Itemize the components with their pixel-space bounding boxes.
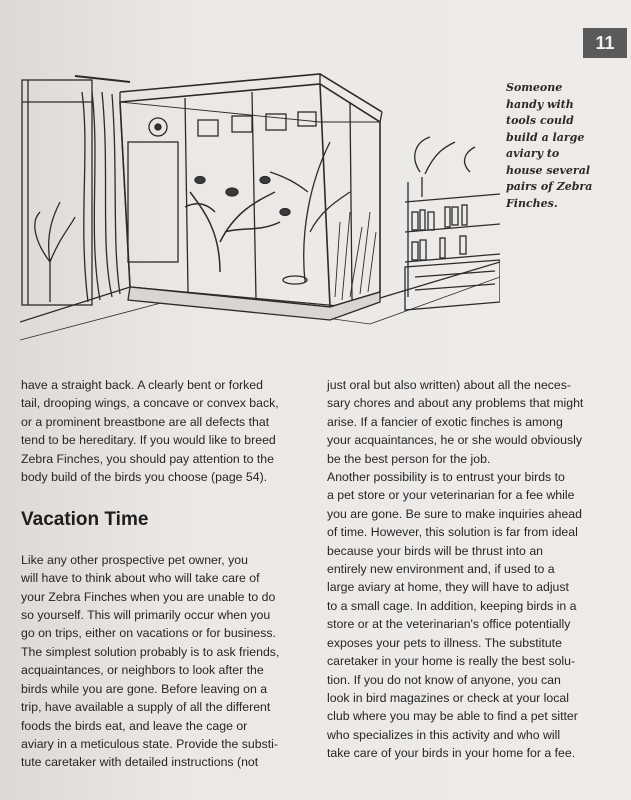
text-line: tail, drooping wings, a concave or convex back,	[21, 396, 279, 411]
text-line: foods the birds eat, and leave the cage or	[21, 718, 248, 733]
text-line: The simplest solution probably is to ask friends,	[21, 644, 280, 659]
text-line: be the best person for the job.	[327, 451, 491, 466]
caption-line: pairs of Zebra	[506, 180, 593, 193]
page-number: 11	[583, 28, 627, 58]
illustration-caption	[506, 80, 606, 212]
right-column	[327, 376, 617, 763]
text-line: go on trips, either on vacations or for business.	[21, 626, 276, 641]
text-line: tute caretaker with detailed instructions (not	[21, 755, 259, 770]
caption-line: aviary to	[506, 147, 560, 160]
text-line: entirely new environment and, if used to a	[327, 562, 555, 577]
text-line: tend to be hereditary. If you would like to breed	[21, 433, 276, 448]
caption-line: handy with	[506, 97, 574, 111]
left-column	[21, 376, 303, 772]
text-line: take care of your birds in your home for a fee.	[327, 746, 576, 761]
text-line: club where you may be able to find a pet sitter	[327, 709, 578, 724]
aviary-illustration	[20, 62, 500, 352]
text-line: trip, have available a supply of all the different	[21, 700, 271, 715]
text-line: body build of the birds you choose (page 54).	[21, 470, 268, 485]
text-line: to a small cage. In addition, keeping birds in a	[327, 598, 577, 613]
text-line: look in bird magazines or check at your local	[327, 690, 569, 705]
vacation-paragraph	[21, 532, 303, 771]
text-line: Like any other prospective pet owner, you	[21, 552, 248, 567]
text-line: who specializes in this activity and who will	[327, 727, 561, 742]
text-line: just oral but also written) about all the neces-	[327, 378, 572, 392]
text-line: aviary in a meticulous state. Provide the substi-	[21, 736, 278, 751]
text-line: you are gone. Be sure to make inquiries ahead	[327, 506, 582, 521]
text-line: your acquaintances, he or she would obviously	[327, 433, 582, 448]
caption-line: house several	[506, 163, 591, 177]
text-line: a pet store or your veterinarian for a fee while	[327, 488, 575, 503]
text-line: your Zebra Finches when you are unable to do	[21, 589, 276, 604]
text-line: so yourself. This will primarily occur when you	[21, 608, 271, 623]
text-line: birds while you are gone. Before leaving on a	[21, 681, 268, 696]
text-line: because your birds will be thrust into an	[327, 543, 543, 558]
caption-line: Finches.	[506, 196, 558, 210]
text-line: caretaker in your home is really the best solu-	[327, 654, 576, 669]
text-line: Zebra Finches, you should pay attention to the	[21, 451, 274, 466]
intro-paragraph	[21, 376, 303, 486]
text-line: large aviary at home, they will have to adjust	[327, 580, 569, 595]
section-heading: Vacation Time	[21, 509, 149, 531]
text-line: acquaintances, or neighbors to look after the	[21, 663, 264, 678]
text-line: Another possibility is to entrust your birds to	[327, 470, 565, 485]
caption-line: tools could	[506, 114, 574, 127]
text-line: sary chores and about any problems that might	[327, 396, 584, 411]
text-line: have a straight back. A clearly bent or forked	[21, 378, 263, 392]
text-line: or a prominent breastbone are all defects that	[21, 414, 270, 429]
text-line: exposes your pets to illness. The substitute	[327, 635, 562, 650]
text-line: of time. However, this solution is far from ideal	[327, 525, 578, 540]
text-line: tion. If you do not know of anyone, you can	[327, 672, 561, 687]
caption-line: Someone	[506, 81, 563, 94]
text-line: will have to think about who will take care of	[21, 571, 260, 586]
caption-line: build a large	[506, 130, 585, 144]
text-line: arise. If a fancier of exotic finches is among	[327, 414, 563, 429]
text-line: store or at the veterinarian's office potentially	[327, 617, 571, 632]
